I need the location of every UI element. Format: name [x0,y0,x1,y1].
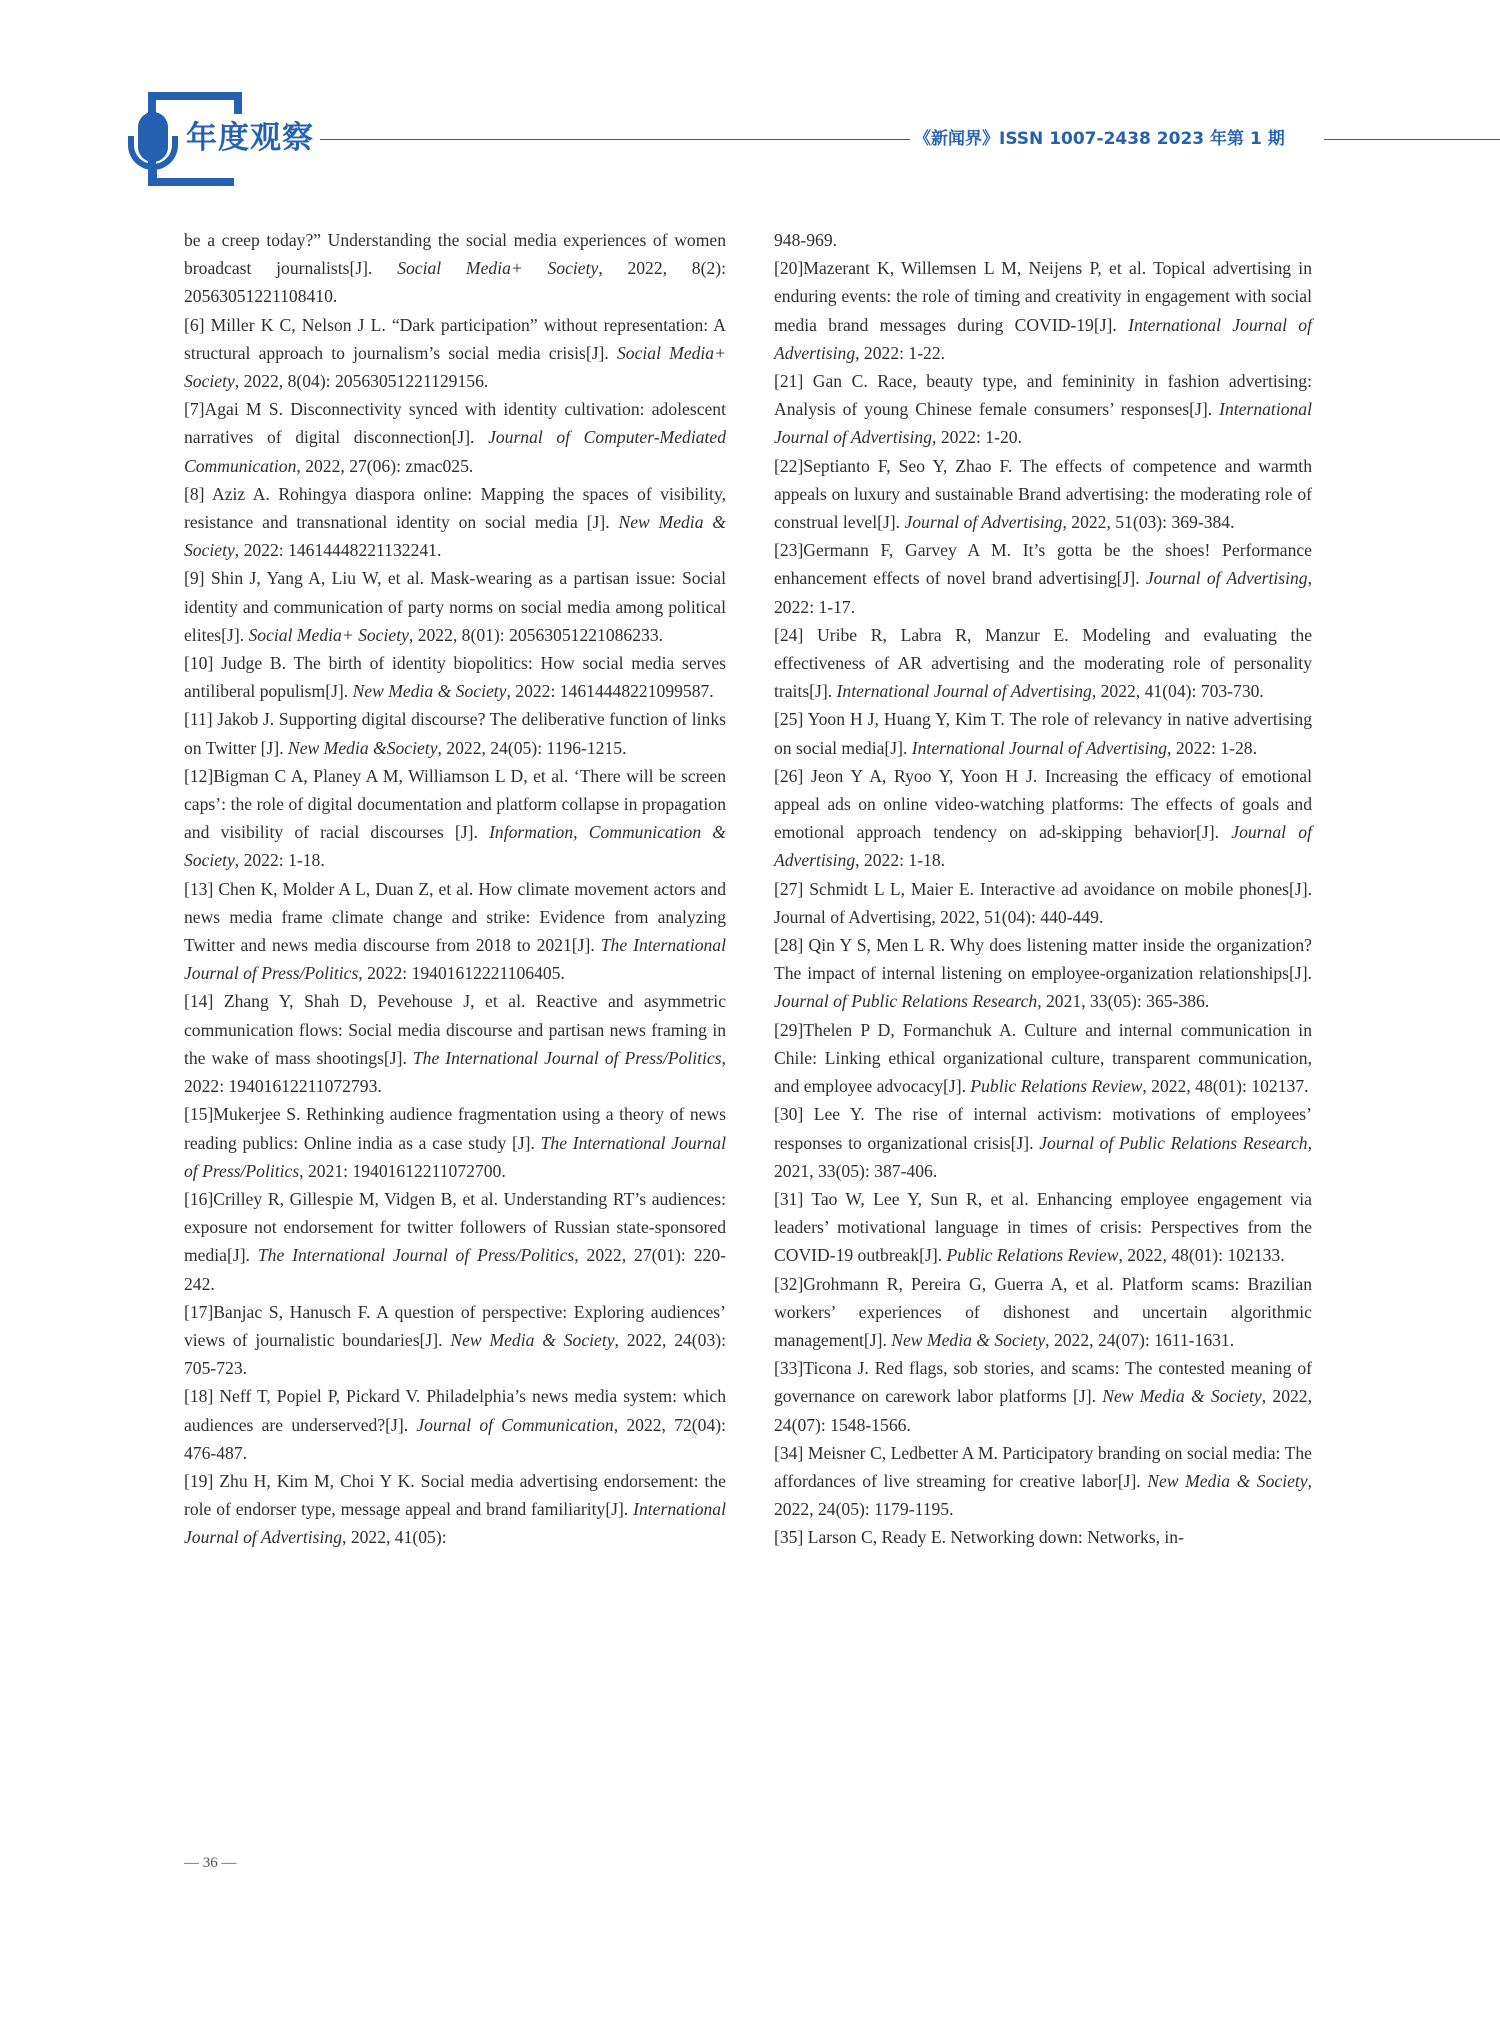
reference-column-right [774,226,1312,1552]
header-rule-left [300,139,910,140]
reference-details: , 2022, 48(01): 102133. [1118,1245,1285,1266]
reference-details: , 2022: 1-28. [1167,737,1257,758]
reference-details: , 2021: 19401612211072700. [299,1160,506,1181]
reference-text: [7]Agai M S. Disconnectivity synced with identity cultivation: adolescent narratives of digital disconnection[J]. [184,399,726,448]
reference-journal: Journal of Public Relations Research [1039,1132,1308,1153]
reference-journal: Social Media+ Society [184,342,726,392]
reference-journal: New Media &Society [288,737,438,758]
reference-entry [774,254,1312,367]
reference-journal: Journal of Advertising [1145,568,1308,589]
reference-column-left [184,226,726,1552]
header-rule-right [1324,139,1500,140]
reference-entry [184,395,726,480]
reference-entry [774,1016,1312,1101]
reference-entry [774,452,1312,537]
reference-entry [774,226,1312,254]
reference-entry [774,931,1312,1016]
reference-entry [774,1270,1312,1355]
reference-entry [184,480,726,565]
reference-text: [23]Germann F, Garvey A M. It’s gotta be the shoes! Performance enhancement effects of novel brand advertising[J]. [774,540,1312,589]
reference-text: [14] Zhang Y, Shah D, Pevehouse J, et al. Reactive and asymmetric communication flows: Social media discourse and partisan news framing in the wake of mass shootings[J]. [184,991,726,1068]
reference-details: , 2021, 33(05): 387-406. [774,1132,1312,1181]
reference-text: [19] Zhu H, Kim M, Choi Y K. Social media advertising endorsement: the role of endorser type, message appeal and brand familiarity[J]. [184,1470,726,1520]
reference-journal: Public Relations Review [970,1076,1143,1097]
reference-entry [184,987,726,1100]
page-number: — 36 — [184,1855,237,1871]
reference-text: [10] Judge B. The birth of identity biopolitics: How social media serves antiliberal populism[J]. [184,653,726,702]
reference-text: be a creep today?” Understanding the social media experiences of women broadcast journalists[J]. [184,230,726,279]
reference-entry [774,536,1312,621]
reference-text: [18] Neff T, Popiel P, Pickard V. Philadelphia’s news media system: which audiences are underserved?[J]. [184,1386,726,1435]
reference-details: , 2022, 51(03): 369-384. [1062,512,1235,533]
reference-entry [774,1439,1312,1524]
reference-text: [6] Miller K C, Nelson J L. “Dark participation” without representation: A structural approach to journalism’s social media crisis[J]. [184,314,726,363]
reference-details: , 2022: 19401612221106405. [358,963,565,984]
reference-entry [184,1185,726,1298]
reference-entry [774,762,1312,875]
reference-journal: Journal of Public Relations Research [774,991,1038,1012]
microphone-icon [138,112,168,162]
reference-text: [22]Septianto F, Seo Y, Zhao F. The effects of competence and warmth appeals on luxury and sustainable Brand advertising: the moderating role of construal level[J]. [774,455,1312,533]
reference-entry [774,1185,1312,1270]
reference-entry [774,367,1312,452]
reference-details: , 2021, 33(05): 365-386. [1037,991,1210,1012]
reference-journal: The International Journal of Press/Politics [412,1047,722,1068]
reference-details: , 2022: 1-20. [932,427,1022,448]
reference-journal: International Journal of Advertising [184,1499,726,1548]
reference-text: [13] Chen K, Molder A L, Duan Z, et al. How climate movement actors and news media frame climate change and strike: Evidence from analyzing Twitter and news media discourse from 2018 to 2021[J]. [184,878,726,956]
reference-text: [32]Grohmann R, Pereira G, Guerra A, et al. Platform scams: Brazilian workers’ experiences of dishonest and uncertain algorithmic management[J]. [774,1273,1312,1350]
reference-text: [31] Tao W, Lee Y, Sun R, et al. Enhancing employee engagement via leaders’ motivational language in times of crisis: Perspectives from the COVID-19 outbreak[J]. [774,1188,1312,1266]
reference-text: [30] Lee Y. The rise of internal activism: motivations of employees’ responses to organizational crisis[J]. [774,1104,1312,1153]
reference-text: [12]Bigman C A, Planey A M, Williamson L D, et al. ‘There will be screen caps’: the role of digital documentation and platform collapse in propagation and visibility of racial discourses [J]. [184,765,726,843]
reference-journal: New Media & Society [352,681,507,702]
reference-text: [15]Mukerjee S. Rethinking audience fragmentation using a theory of news reading publics: Online india as a case study [J]. [184,1104,726,1153]
reference-details: , 2022, 27(06): zmac025. [296,455,474,476]
reference-entry [184,1382,726,1467]
reference-details: , 2022, 24(03): 705-723. [184,1329,726,1379]
reference-text: [26] Jeon Y A, Ryoo Y, Yoon H J. Increasing the efficacy of emotional appeal ads on online video-watching platforms: The effects of goals and emotional approach tendency on ad-skipping behavior[J]. [774,765,1312,843]
reference-text: [21] Gan C. Race, beauty type, and femininity in fashion advertising: Analysis of young Chinese female consumers’ responses[J]. [774,371,1312,420]
reference-details: , 2022: 14614448221099587. [506,681,714,702]
reference-details: , 2022: 1-18. [234,850,325,871]
journal-issue-info: 《新闻界》ISSN 1007-2438 2023 年第 1 期 [914,129,1285,149]
reference-journal: Journal of Advertising [774,822,1312,871]
reference-details: , 2022, 24(05): 1179-1195. [774,1470,1312,1520]
reference-text: [29]Thelen P D, Formanchuk A. Culture and internal communication in Chile: Linking ethical organizational culture, transparent communication, and employee advocacy[J]. [774,1019,1312,1097]
reference-journal: Social Media+ Society [248,624,409,645]
reference-entry [184,1100,726,1185]
reference-entry [184,564,726,649]
reference-entry [184,875,726,988]
reference-details: , 2022: 1-17. [774,568,1312,617]
microphone-stand-icon [150,168,157,184]
reference-text: [8] Aziz A. Rohingya diaspora online: Mapping the spaces of visibility, resistance and transnational identity on social media [J]. [184,483,726,533]
reference-details: , 2022, 8(01): 20563051221086233. [408,624,664,645]
reference-entry [184,762,726,875]
reference-entry [774,875,1312,931]
reference-text: 948-969. [774,230,838,250]
reference-details: , 2022, 8(04): 20563051221129156. [234,371,489,392]
reference-journal: New Media & Society [1147,1470,1308,1491]
reference-entry [774,621,1312,706]
reference-text: [24] Uribe R, Labra R, Manzur E. Modeling and evaluating the effectiveness of AR advertising and the moderating role of personality traits[J]. [774,624,1312,702]
reference-entry [774,705,1312,761]
reference-journal: New Media & Society [891,1329,1046,1350]
reference-details: , 2022: 1-18. [855,850,946,871]
reference-journal: New Media & Society [184,512,726,561]
reference-details: , 2022: 14614448221132241. [234,540,442,561]
reference-journal: The International Journal of Press/Politics [184,1132,726,1181]
reference-text: [17]Banjac S, Hanusch F. A question of perspective: Exploring audiences’ views of journalistic boundaries[J]. [184,1301,726,1350]
reference-text: [9] Shin J, Yang A, Liu W, et al. Mask-wearing as a partisan issue: Social identity and communication of party norms on social media among political elites[J]. [184,568,726,645]
reference-text: [20]Mazerant K, Willemsen L M, Neijens P, et al. Topical advertising in enduring events: the role of timing and creativity in engagement with social media brand messages during COVID-19[J]. [774,258,1312,335]
reference-entry [184,311,726,396]
reference-details: , 2022, 41(04): 703-730. [1091,681,1264,702]
reference-text: [27] Schmidt L L, Maier E. Interactive ad avoidance on mobile phones[J]. Journal of Advertising, 2022, 51(04): 440-449. [774,878,1312,927]
reference-journal: Information, Communication & Society [184,822,726,871]
reference-journal: The International Journal of Press/Politics [257,1245,575,1266]
reference-journal: Social Media+ Society [397,258,599,279]
reference-journal: New Media & Society [1102,1386,1262,1407]
reference-journal: The International Journal of Press/Politics [184,935,726,984]
reference-entry [184,649,726,705]
reference-journal: International Journal of Advertising [774,399,1312,448]
reference-entry [184,705,726,761]
reference-journal: Public Relations Review [946,1245,1119,1266]
reference-journal: New Media & Society [450,1329,615,1350]
reference-details: , 2022: 19401612211072793. [184,1047,726,1097]
reference-text: [35] Larson C, Ready E. Networking down: Networks, in- [774,1527,1184,1548]
reference-entry [774,1523,1312,1551]
reference-details: , 2022, 48(01): 102137. [1142,1076,1309,1097]
reference-journal: International Journal of Advertising [836,681,1092,702]
reference-details: , 2022, 72(04): 476-487. [184,1414,726,1463]
reference-text: [11] Jakob J. Supporting digital discourse? The deliberative function of links on Twitter [J]. [184,709,726,758]
reference-text: [16]Crilley R, Gillespie M, Vidgen B, et al. Understanding RT’s audiences: exposure not endorsement for twitter followers of Russian state-sponsored media[J]. [184,1188,726,1266]
reference-details: , 2022, 41(05): [342,1527,447,1548]
reference-entry [184,1298,726,1383]
reference-details: , 2022, 8(2): 20563051221108410. [184,258,727,307]
reference-entry [774,1354,1312,1439]
reference-text: [28] Qin Y S, Men L R. Why does listening matter inside the organization? The impact of internal listening on employee-organization relationships[J]. [774,935,1312,984]
reference-details: , 2022, 24(05): 1196-1215. [437,737,627,758]
reference-details: , 2022, 24(07): 1548-1566. [774,1386,1312,1435]
section-logo-frame-top [148,92,242,100]
reference-details: , 2022: 1-22. [855,342,946,363]
reference-entry [184,226,726,311]
section-title: 年度观察 [184,114,320,162]
reference-text: [33]Ticona J. Red flags, sob stories, and scams: The contested meaning of governance on carework labor platforms [J]. [774,1358,1312,1407]
reference-journal: Journal of Communication [416,1414,614,1435]
reference-journal: International Journal of Advertising [774,314,1312,363]
reference-journal: Journal of Computer-Mediated Communication [184,427,726,476]
reference-journal: International Journal of Advertising [911,737,1168,758]
reference-text: [25] Yoon H J, Huang Y, Kim T. The role of relevancy in native advertising on social media[J]. [774,709,1312,758]
reference-text: [34] Meisner C, Ledbetter A M. Participatory branding on social media: The affordances of live streaming for creative labor[J]. [774,1442,1312,1491]
reference-entry [184,1467,726,1552]
reference-details: , 2022, 24(07): 1611-1631. [1045,1329,1235,1350]
reference-journal: Journal of Advertising [904,512,1063,533]
reference-entry [774,1100,1312,1185]
reference-details: , 2022, 27(01): 220-242. [184,1245,726,1294]
